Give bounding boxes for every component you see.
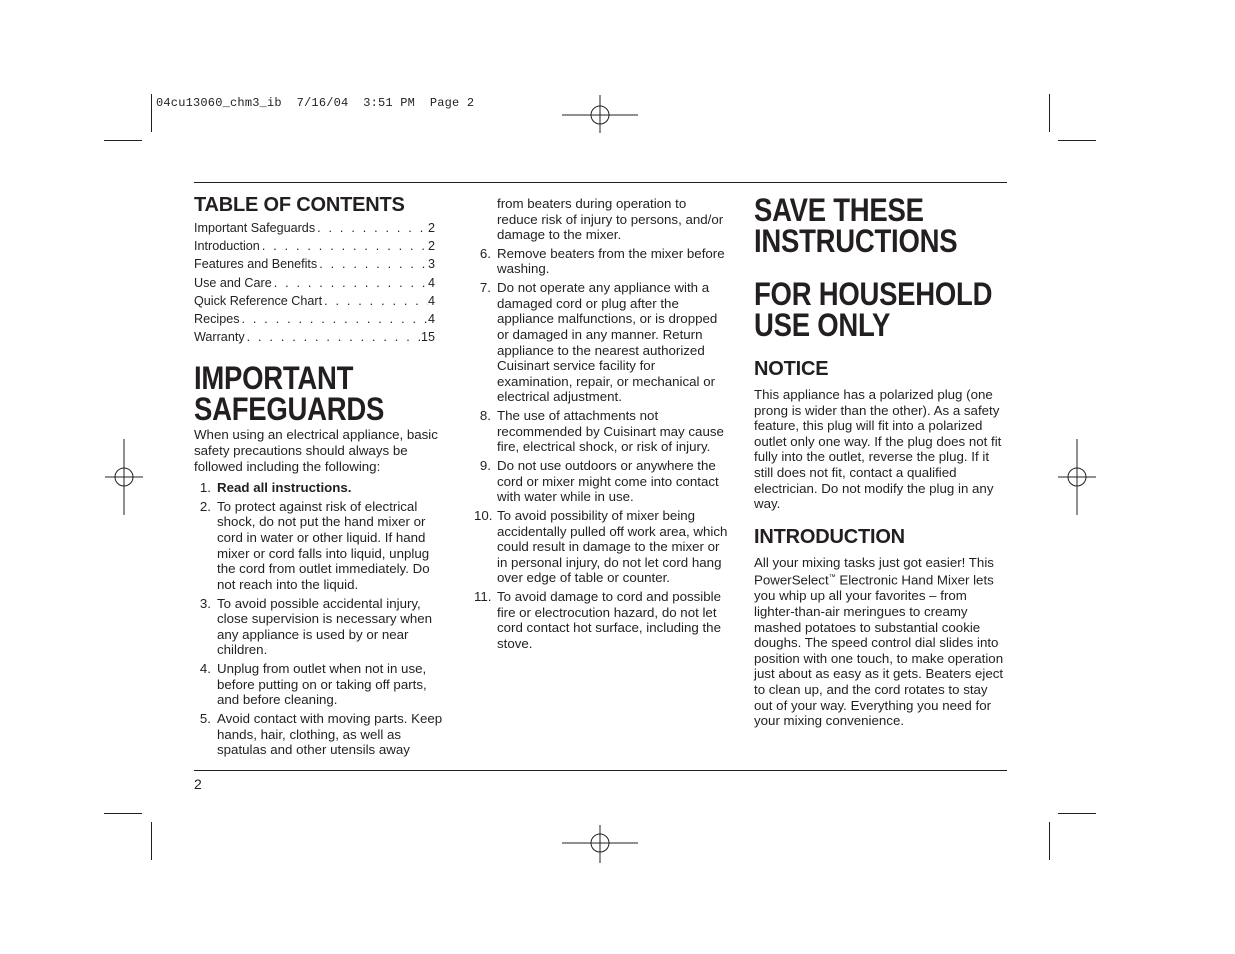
column-left bbox=[194, 193, 448, 761]
list-item: 1. Read all instructions. bbox=[199, 480, 352, 496]
safeguards-list bbox=[194, 480, 448, 758]
crop-mark bbox=[151, 822, 152, 860]
introduction-heading: INTRODUCTION bbox=[754, 525, 905, 548]
save-instructions-heading: SAVE THESE INSTRUCTIONS bbox=[754, 192, 958, 259]
crop-mark bbox=[151, 94, 152, 132]
crop-mark bbox=[1049, 94, 1050, 132]
column-right bbox=[754, 192, 1004, 729]
safeguards-intro: When using an electrical appliance, basic safety precautions should always be followed including the following: bbox=[194, 427, 438, 474]
safeguards-heading: IMPORTANT SAFEGUARDS bbox=[194, 360, 385, 428]
registration-mark-icon bbox=[86, 439, 162, 515]
toc-item: Important Safeguards . . . 2 bbox=[194, 221, 435, 239]
registration-mark-icon bbox=[562, 77, 638, 153]
toc-item: Quick Reference Chart . . . 4 bbox=[194, 294, 435, 312]
safeguards-list-continued bbox=[474, 246, 729, 652]
notice-heading: NOTICE bbox=[754, 358, 829, 380]
column-middle bbox=[474, 196, 729, 655]
list-item: 6. Remove beaters from the mixer before washing. bbox=[479, 245, 725, 277]
registration-mark-icon bbox=[562, 805, 638, 881]
toc-item: Features and Benefits . . . 3 bbox=[194, 257, 435, 275]
safeguards-continued: from beaters during operation to reduce risk of injury to persons, and/or damage to the mixer. bbox=[497, 196, 724, 243]
crop-mark bbox=[1058, 813, 1096, 814]
list-item: 3. To avoid possible accidental injury, close supervision is necessary when any appliance is used by or near children. bbox=[199, 595, 433, 658]
list-item: 10. To avoid possibility of mixer being accidentally pulled off work area, which could result in damage to the mixer or in personal injury, do not let cord hang over edge of table or counter. bbox=[474, 508, 728, 586]
toc-item: Use and Care . . . 4 bbox=[194, 276, 435, 294]
toc-item: Introduction . . . 2 bbox=[194, 239, 435, 257]
top-rule bbox=[194, 182, 1007, 183]
list-item: 8. The use of attachments not recommended by Cuisinart may cause fire, electrical shock, or risk of injury. bbox=[479, 408, 724, 455]
registration-mark-icon bbox=[1039, 439, 1115, 515]
crop-mark bbox=[1058, 140, 1096, 141]
crop-mark bbox=[104, 813, 142, 814]
printer-slug: 04cu13060_chm3_ib 7/16/04 3:51 PM Page 2 bbox=[156, 96, 475, 110]
toc-item: Recipes . . . 4 bbox=[194, 312, 435, 330]
toc-item: Warranty . . . 15 bbox=[194, 330, 435, 348]
toc-list bbox=[194, 221, 435, 348]
list-item: 11. To avoid damage to cord and possible fire or electrocution hazard, do not let cord contact hot surface, including the stove. bbox=[474, 589, 721, 651]
list-item: 2. To protect against risk of electrical shock, do not put the hand mixer or cord in water or other liquid. If hand mixer or cord falls into liquid, unplug the cord from outlet immediately. Do not reach into the liquid. bbox=[199, 498, 430, 592]
list-item: 4. Unplug from outlet when not in use, before putting on or taking off parts, and before cleaning. bbox=[199, 661, 427, 708]
list-item: 9. Do not use outdoors or anywhere the cord or mixer might come into contact with water while in use. bbox=[479, 458, 719, 505]
toc-heading: TABLE OF CONTENTS bbox=[194, 194, 405, 216]
page-number: 2 bbox=[194, 776, 202, 792]
list-item: 7. Do not operate any appliance with a damaged cord or plug after the appliance malfunctions, or is dropped or damaged in any manner. Return appliance to the nearest authorized Cuisinart service facility for examination, repair, or mechanical or electrical adjustment. bbox=[479, 280, 718, 405]
crop-mark bbox=[1049, 822, 1050, 860]
list-item: 5. Avoid contact with moving parts. Keep hands, hair, clothing, as well as spatulas and other utensils away bbox=[199, 711, 443, 758]
household-use-heading: FOR HOUSEHOLD USE ONLY bbox=[754, 276, 993, 343]
introduction-text: All your mixing tasks just got easier! This PowerSelect™ Electronic Hand Mixer lets you whip up all your favorites – from lighter-than-air meringues to creamy mashed potatoes to substantial cookie doughs. The speed control dial slides into position with one touch, to make operation just about as easy as it gets. Beaters eject to clean up, and the cord rotates to stay out of your way. Everything you need for your mixing convenience. bbox=[754, 554, 1004, 729]
notice-text: This appliance has a polarized plug (one prong is wider than the other). As a safety feature, this plug will fit into a polarized outlet only one way. If the plug does not fit fully into the outlet, reverse the plug. If it still does not fit, contact a qualified electrician. Do not modify the plug in any way. bbox=[754, 387, 1002, 512]
bottom-rule bbox=[194, 770, 1007, 771]
crop-mark bbox=[104, 140, 142, 141]
